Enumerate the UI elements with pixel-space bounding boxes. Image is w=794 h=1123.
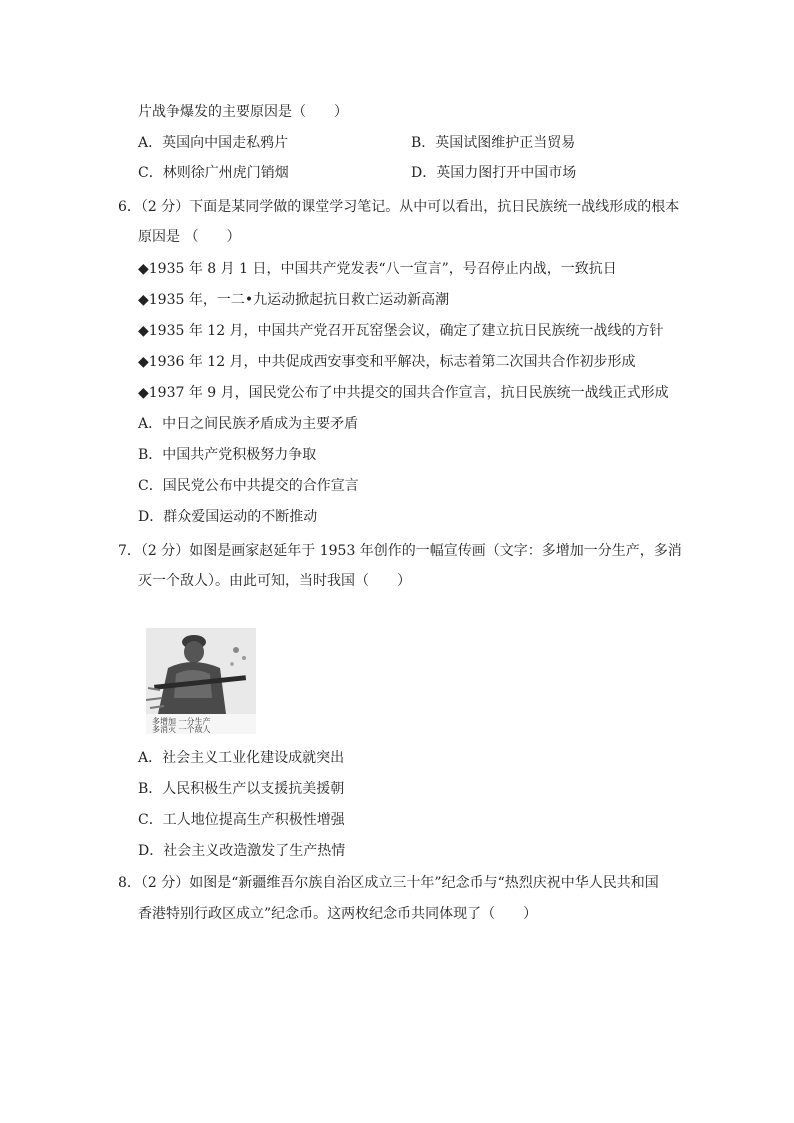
option-text: 中日之间民族矛盾成为主要矛盾: [162, 416, 359, 432]
option-text: 国民党公布中共提交的合作宣言: [162, 478, 359, 494]
q8-stem-text: （2 分）如图是“新疆维吾尔族自治区成立三十年”纪念币与“热烈庆祝中华人民共和国: [140, 875, 659, 891]
option-text: 英国力图打开中国市场: [436, 165, 577, 181]
option-letter: C．: [138, 478, 163, 494]
option-letter: A．: [138, 135, 163, 151]
q6-stem-text: （2 分）下面是某同学做的课堂学习笔记。从中可以看出，抗日民族统一战线形成的根本: [140, 199, 680, 215]
q8-stem-line1: [118, 874, 659, 892]
q6-option-b[interactable]: [138, 446, 316, 464]
q5-option-d[interactable]: [411, 164, 576, 182]
question-number: 8．: [118, 875, 141, 891]
q6-option-d[interactable]: [138, 508, 317, 526]
poster-caption-line1: 多增加 一分生产: [152, 717, 211, 726]
q7-option-c[interactable]: [138, 811, 345, 829]
q6-stem-line1: [118, 198, 679, 216]
option-text: 社会主义改造激发了生产热情: [163, 843, 346, 859]
q6-note-3: ◆1935 年 12 月，中国共产党召开瓦窑堡会议，确定了建立抗日民族统一战线的方针: [138, 323, 664, 339]
q7-stem-line2: 灭一个敌人）。由此可知，当时我国（ ）: [138, 573, 411, 589]
option-letter: D．: [138, 843, 164, 859]
q6-option-c[interactable]: [138, 477, 359, 495]
q5-option-b[interactable]: [411, 134, 575, 152]
option-letter: B．: [138, 781, 163, 797]
option-letter: A．: [138, 416, 163, 432]
option-text: 群众爱国运动的不断推动: [163, 509, 318, 525]
option-text: 社会主义工业化建设成就突出: [162, 750, 345, 766]
q6-option-a[interactable]: [138, 415, 358, 433]
option-text: 英国试图维护正当贸易: [435, 135, 576, 151]
option-text: 林则徐广州虎门销烟: [162, 165, 289, 181]
option-letter: D．: [138, 509, 164, 525]
q7-option-a[interactable]: [138, 749, 344, 767]
option-text: 工人地位提高生产积极性增强: [162, 812, 345, 828]
q6-note-4: ◆1936 年 12 月，中共促成西安事变和平解决，标志着第二次国共合作初步形成: [138, 354, 636, 370]
q7-stem-line1: [118, 542, 682, 560]
q5-option-c[interactable]: [138, 164, 289, 182]
q6-note-5: ◆1937 年 9 月，国民党公布了中共提交的国共合作宣言，抗日民族统一战线正式形成: [138, 385, 669, 401]
option-letter: D．: [411, 165, 437, 181]
option-text: 人民积极生产以支援抗美援朝: [162, 781, 345, 797]
question-number: 7．: [118, 543, 141, 559]
q6-stem-line2: 原因是 （ ）: [138, 229, 241, 245]
q7-option-d[interactable]: [138, 842, 345, 860]
question-number: 6．: [118, 199, 141, 215]
option-text: 中国共产党积极努力争取: [162, 447, 317, 463]
option-letter: B．: [138, 447, 163, 463]
poster-caption-line2: 多消灭 一个敌人: [152, 725, 211, 734]
q7-option-b[interactable]: [138, 780, 344, 798]
q5-stem-continued: 片战争爆发的主要原因是（ ）: [138, 104, 348, 120]
option-letter: B．: [411, 135, 436, 151]
option-text: 英国向中国走私鸦片: [162, 135, 289, 151]
option-letter: A．: [138, 750, 163, 766]
q7-stem-text: （2 分）如图是画家赵延年于 1953 年创作的一幅宣传画（文字：多增加一分生产，多消: [140, 543, 682, 559]
q8-stem-line2: 香港特别行政区成立”纪念币。这两枚纪念币共同体现了（ ）: [138, 906, 538, 922]
option-letter: C．: [138, 165, 163, 181]
q6-note-2: ◆1935 年，一二•九运动掀起抗日救亡运动新高潮: [138, 292, 450, 308]
q5-option-a[interactable]: [138, 134, 288, 152]
propaganda-poster-image: [146, 628, 256, 734]
option-letter: C．: [138, 812, 163, 828]
poster-illustration: [146, 628, 256, 734]
q6-note-1: ◆1935 年 8 月 1 日，中国共产党发表“八一宣言”，号召停止内战，一致抗日: [138, 261, 617, 277]
